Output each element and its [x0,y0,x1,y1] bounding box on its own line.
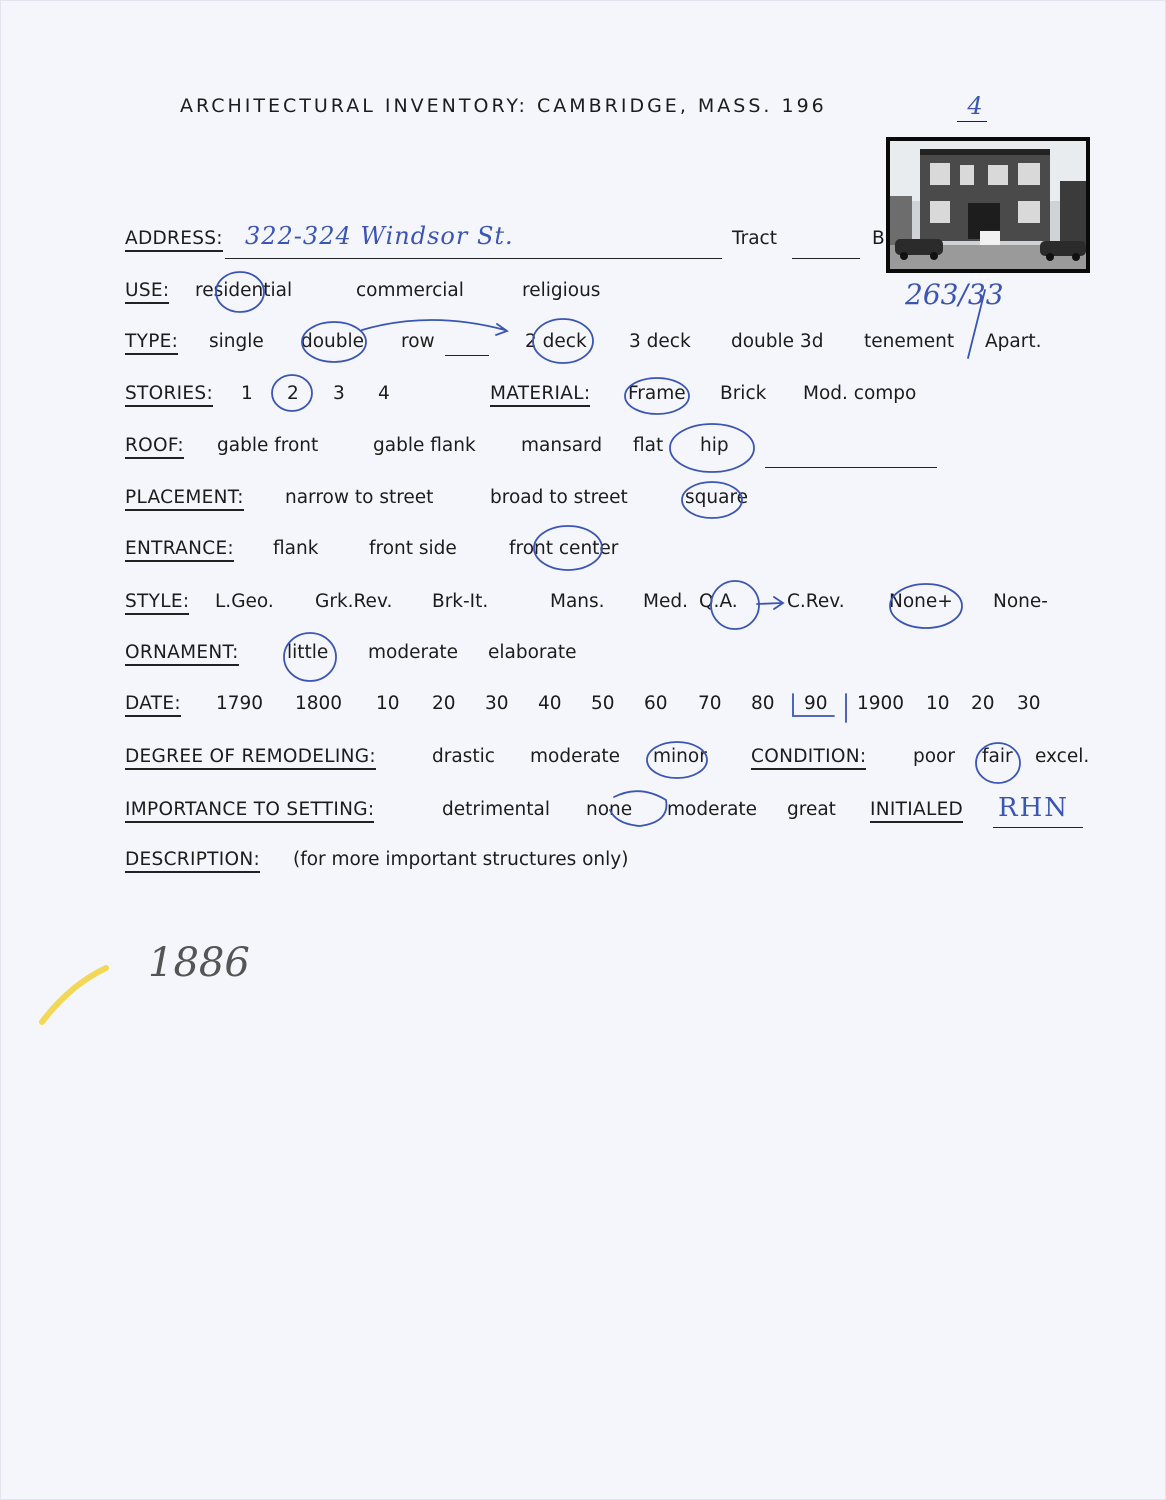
style-option-brk-it: Brk-It. [432,591,489,612]
highlighter-check [42,968,106,1022]
block-label: B [872,228,885,249]
use-option-residential: residential [195,280,293,301]
condition-option-fair: fair [982,746,1013,767]
description-label: DESCRIPTION: [125,849,260,873]
style-label: STYLE: [125,591,189,615]
importance-option-moderate: moderate [667,799,758,820]
type-option-double: double [301,331,365,352]
date-option-1860: 60 [644,693,668,714]
remodeling-option-drastic: drastic [432,746,495,767]
stories-option-4: 4 [378,383,390,404]
ornament-option-moderate: moderate [368,642,459,663]
address-line [225,258,722,259]
date-option-1870: 70 [698,693,722,714]
date-option-1880: 80 [751,693,775,714]
date-option-1930: 30 [1017,693,1041,714]
tract-label: Tract [732,228,777,249]
type-option-row: row [401,331,435,352]
handwritten-date-note: 1886 [148,940,250,986]
entrance-option-front-center: front center [509,538,619,559]
building-photo [886,137,1090,273]
date-option-1890: 90 [804,693,828,714]
importance-option-great: great [787,799,836,820]
roof-option-gable-front: gable front [217,435,319,456]
initials-line [993,827,1083,828]
type-option-tenement: tenement [864,331,955,352]
arrow-qa-to-crev [757,597,783,609]
style-option-qa: Q.A. [699,591,738,612]
type-option-3-deck: 3 deck [629,331,691,352]
roof-label: ROOF: [125,435,184,459]
material-label: MATERIAL: [490,383,590,407]
address-value: 322-324 Windsor St. [245,222,514,250]
material-option-brick: Brick [720,383,767,404]
date-option-1900: 1900 [857,693,905,714]
type-label: TYPE: [125,331,178,355]
condition-label: CONDITION: [751,746,866,770]
placement-option-narrow: narrow to street [285,487,434,508]
date-option-1790: 1790 [216,693,264,714]
style-option-c-rev: C.Rev. [787,591,845,612]
roof-option-mansard: mansard [521,435,603,456]
style-option-l-geo: L.Geo. [215,591,274,612]
material-option-mod-compo: Mod. compo [803,383,917,404]
style-option-med: Med. [643,591,688,612]
year-handwritten: 4 [967,92,983,120]
importance-option-detrimental: detrimental [442,799,550,820]
initialed-label: INITIALED [870,799,963,823]
date-option-1910: 10 [926,693,950,714]
date-option-1840: 40 [538,693,562,714]
map-reference: 263/33 [905,278,1004,311]
importance-option-none: none [586,799,633,820]
entrance-label: ENTRANCE: [125,538,234,562]
use-option-commercial: commercial [356,280,464,301]
roof-option-hip: hip [700,435,729,456]
style-option-none-minus: None- [993,591,1048,612]
date-option-1920: 20 [971,693,995,714]
placement-option-broad: broad to street [490,487,628,508]
ornament-label: ORNAMENT: [125,642,239,666]
initials-value: RHN [998,793,1069,823]
roof-other-blank [765,467,937,468]
type-option-2-deck: 2 deck [525,331,587,352]
entrance-option-flank: flank [273,538,319,559]
placement-label: PLACEMENT: [125,487,244,511]
date-option-1800: 1800 [295,693,343,714]
date-option-1820: 20 [432,693,456,714]
stories-option-3: 3 [333,383,345,404]
remodeling-option-moderate: moderate [530,746,621,767]
stories-option-1: 1 [241,383,253,404]
year-blank-line [957,121,987,122]
type-option-double-3d: double 3d [731,331,824,352]
ornament-option-little: little [287,642,329,663]
address-label: ADDRESS: [125,228,223,252]
material-option-frame: Frame [628,383,686,404]
description-note: (for more important structures only) [293,849,629,870]
ornament-option-elaborate: elaborate [488,642,577,663]
remodeling-label: DEGREE OF REMODELING: [125,746,376,770]
roof-option-gable-flank: gable flank [373,435,476,456]
use-label: USE: [125,280,169,304]
condition-option-excel: excel. [1035,746,1090,767]
type-row-blank [445,355,489,356]
date-label: DATE: [125,693,181,717]
tract-line [792,258,860,259]
roof-option-flat: flat [633,435,664,456]
style-option-grk-rev: Grk.Rev. [315,591,393,612]
date-option-1850: 50 [591,693,615,714]
form-title: ARCHITECTURAL INVENTORY: CAMBRIDGE, MASS. 196 [180,95,827,117]
date-option-1810: 10 [376,693,400,714]
type-option-single: single [209,331,264,352]
stories-option-2: 2 [287,383,299,404]
use-option-religious: religious [522,280,601,301]
type-option-apart: Apart. [985,331,1042,352]
remodeling-option-minor: minor [653,746,707,767]
placement-option-square: square [685,487,749,508]
condition-option-poor: poor [913,746,955,767]
entrance-option-front-side: front side [369,538,457,559]
style-option-mans: Mans. [550,591,605,612]
importance-label: IMPORTANCE TO SETTING: [125,799,374,823]
style-option-none-plus: None+ [889,591,953,612]
date-option-1830: 30 [485,693,509,714]
stories-label: STORIES: [125,383,213,407]
